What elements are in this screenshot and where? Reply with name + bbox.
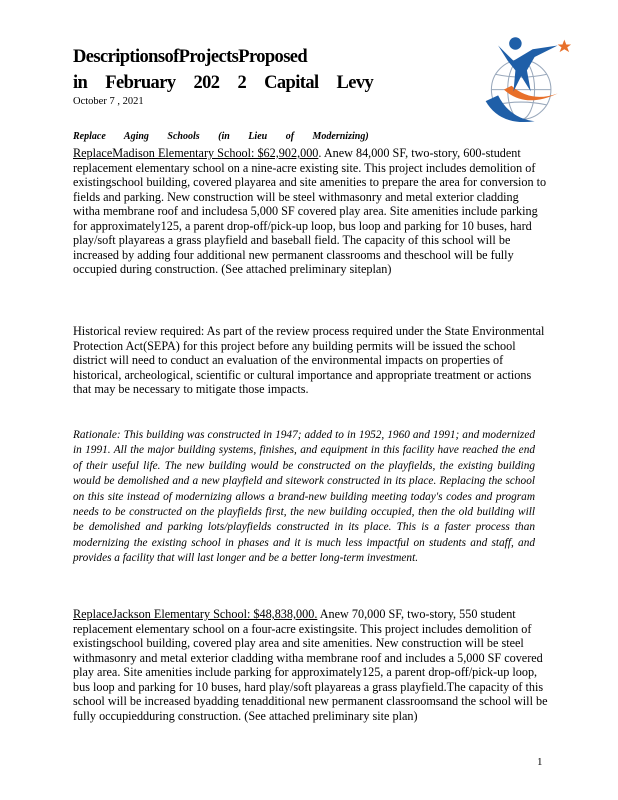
jackson-body: Anew 70,000 SF, two-story, 550 student replacement elementary school on a four-acre existingsite. This project includes demolition of existingschool building, covered play area and site amenities. New construction will be steel withmasonry and metal exterior cladding witha membrane roof and includes a 5,000 SF covered play area. Site amenities include parking for approximately125, a parent drop-off/pick-up loop, bus loop and parking for 10 buses, hard play/soft playareas a grass playfield.The capacity of this school will be increased byadding tenadditional new permanent classroomsand the school will be fully occupiedduring construction. (See attached preliminary site plan) (73, 607, 548, 723)
page-number: 1 (537, 756, 543, 768)
page-title (73, 44, 493, 96)
madison-project-paragraph (73, 146, 548, 277)
person-reaching-star-globe-logo (476, 32, 574, 128)
rationale-paragraph: Rationale: This building was constructed in 1947; added to in 1952, 1960 and 1991; and modernized in 1991. All the major building systems, finishes, and equipment in this facility have reached the end of their useful life. The new building would be constructed on the playfields, the existing building would be demolished and a new playfield and sitework constructed in its place. Replacing the school on this site instead of modernizing allows a brand-new building meeting today's codes and program needs to be constructed on the playfields first, the new building occupied, then the old building will be demolished and parking lots/playfields constructed in its place. This is a faster process than modernizing the existing school in phases and it is much less impactful on students and staff, and provides a facility that will last longer and be a better long-term investment. (73, 429, 535, 565)
section-heading: Replace Aging Schools (in Lieu of Modernizing) (73, 131, 369, 142)
title-line-2: in February 202 2 Capital Levy (73, 73, 374, 93)
document-date: October 7 , 2021 (73, 96, 144, 107)
jackson-heading: ReplaceJackson Elementary School: $48,838,000. (73, 607, 318, 621)
madison-heading: ReplaceMadison Elementary School: $62,902,000 (73, 146, 319, 160)
jackson-project-paragraph (73, 607, 548, 723)
historical-review-paragraph: Historical review required: As part of the review process required under the State Environmental Protection Act(SEPA) for this project before any building permits will be issued the school district will need to conduct an evaluation of the environmental impacts on properties of historical, archeological, scientific or cultural importance and appropriate treatment or actions that may be necessary to mitigate those impacts. (73, 324, 545, 396)
madison-body: . Anew 84,000 SF, two-story, 600-student replacement elementary school on a nine-acre existing site. This project includes demolition of existingschool building, covered playarea and site amenities to prepare the area for conversion to fields and parking. New construction will be steel withmasonry and metal exterior cladding witha membrane roof and includesa 5,000 SF covered play area. Site amenities include parking for approximately125, a parent drop-off/pick-up loop, bus loop and parking for 10 buses, hard play/soft playareas a grass playfield and baseball field. The capacity of this school will be increased by adding four additional new permanent classrooms and theschool will be fully occupied during construction. (See attached preliminary siteplan) (73, 146, 547, 276)
title-line-1: DescriptionsofProjectsProposed (73, 47, 308, 67)
